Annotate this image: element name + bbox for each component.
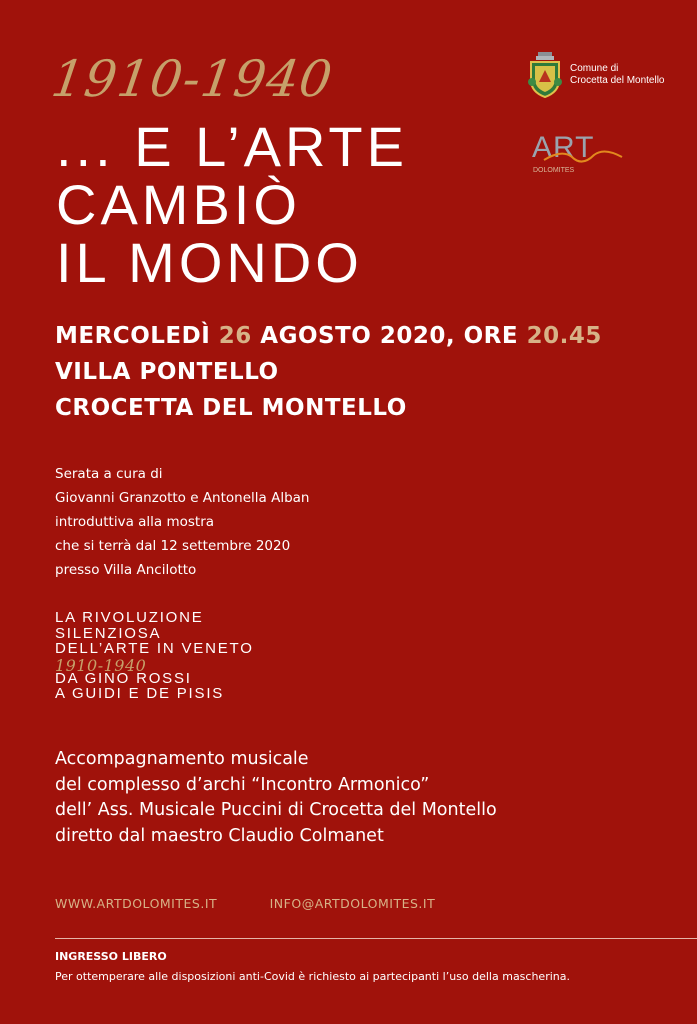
exhibition-line-1: LA RIVOLUZIONE <box>55 609 204 626</box>
event-day: MERCOLEDÌ <box>55 323 219 349</box>
contact-links <box>55 896 435 911</box>
music-line: dell’ Ass. Musicale Puccini di Crocetta del Montello <box>55 800 497 820</box>
event-date-rest: AGOSTO 2020, ORE <box>251 323 527 349</box>
curated-line: introduttiva alla mostra <box>55 514 215 530</box>
main-title <box>56 115 408 294</box>
website-link[interactable]: WWW.ARTDOLOMITES.IT <box>55 896 218 911</box>
exhibition-title <box>55 610 254 702</box>
exhibition-line-4: DA GINO ROSSI <box>55 669 192 687</box>
title-line-2: CAMBIÒ <box>56 173 301 236</box>
music-line: diretto dal maestro Claudio Colmanet <box>55 825 384 846</box>
event-town: CROCETTA DEL MONTELLO <box>55 395 407 421</box>
music-info <box>55 747 497 849</box>
title-line-3: IL MONDO <box>56 231 363 294</box>
event-date <box>55 318 602 354</box>
years-heading: 1910-1940 <box>47 50 337 108</box>
art-logo-subtext: DOLOMITES <box>533 167 575 174</box>
curated-by <box>55 462 309 582</box>
exhibition-line-2: SILENZIOSA <box>55 624 162 642</box>
crest-icon <box>526 52 564 98</box>
curated-line: Serata a cura di <box>55 466 163 482</box>
music-line: Accompagnamento musicale <box>55 749 309 769</box>
curated-line: presso Villa Ancilotto <box>55 562 197 578</box>
footer-divider <box>55 938 697 939</box>
exhibition-line-5: A GUIDI E DE PISIS <box>55 685 225 702</box>
exhibition-years: 1910-1940 <box>55 655 147 675</box>
curated-line: Giovanni Granzotto e Antonella Alban <box>55 490 310 506</box>
comune-line-1: Comune di <box>570 63 619 74</box>
event-date-number: 26 <box>218 323 252 349</box>
curated-line: che si terrà dal 12 settembre 2020 <box>55 538 291 554</box>
event-time: 20.45 <box>526 323 602 349</box>
email-link[interactable]: INFO@ARTDOLOMITES.IT <box>269 896 436 911</box>
comune-name <box>570 63 665 87</box>
exhibition-line-3: DELL’ARTE IN VENETO <box>55 640 254 657</box>
title-line-1: ... E L’ARTE <box>56 115 408 178</box>
event-details <box>55 318 602 426</box>
covid-notice: Per ottemperare alle disposizioni anti-Covid è richiesto ai partecipanti l’uso della mascherina. <box>55 970 570 983</box>
comune-logo <box>526 52 665 98</box>
comune-line-2: Crocetta del Montello <box>570 75 665 86</box>
event-venue: VILLA PONTELLO <box>55 359 279 385</box>
music-line: del complesso d’archi “Incontro Armonico” <box>55 774 430 795</box>
art-dolomites-logo <box>532 127 627 177</box>
art-logo-text: ART <box>532 131 595 164</box>
free-entry: INGRESSO LIBERO <box>55 950 167 963</box>
